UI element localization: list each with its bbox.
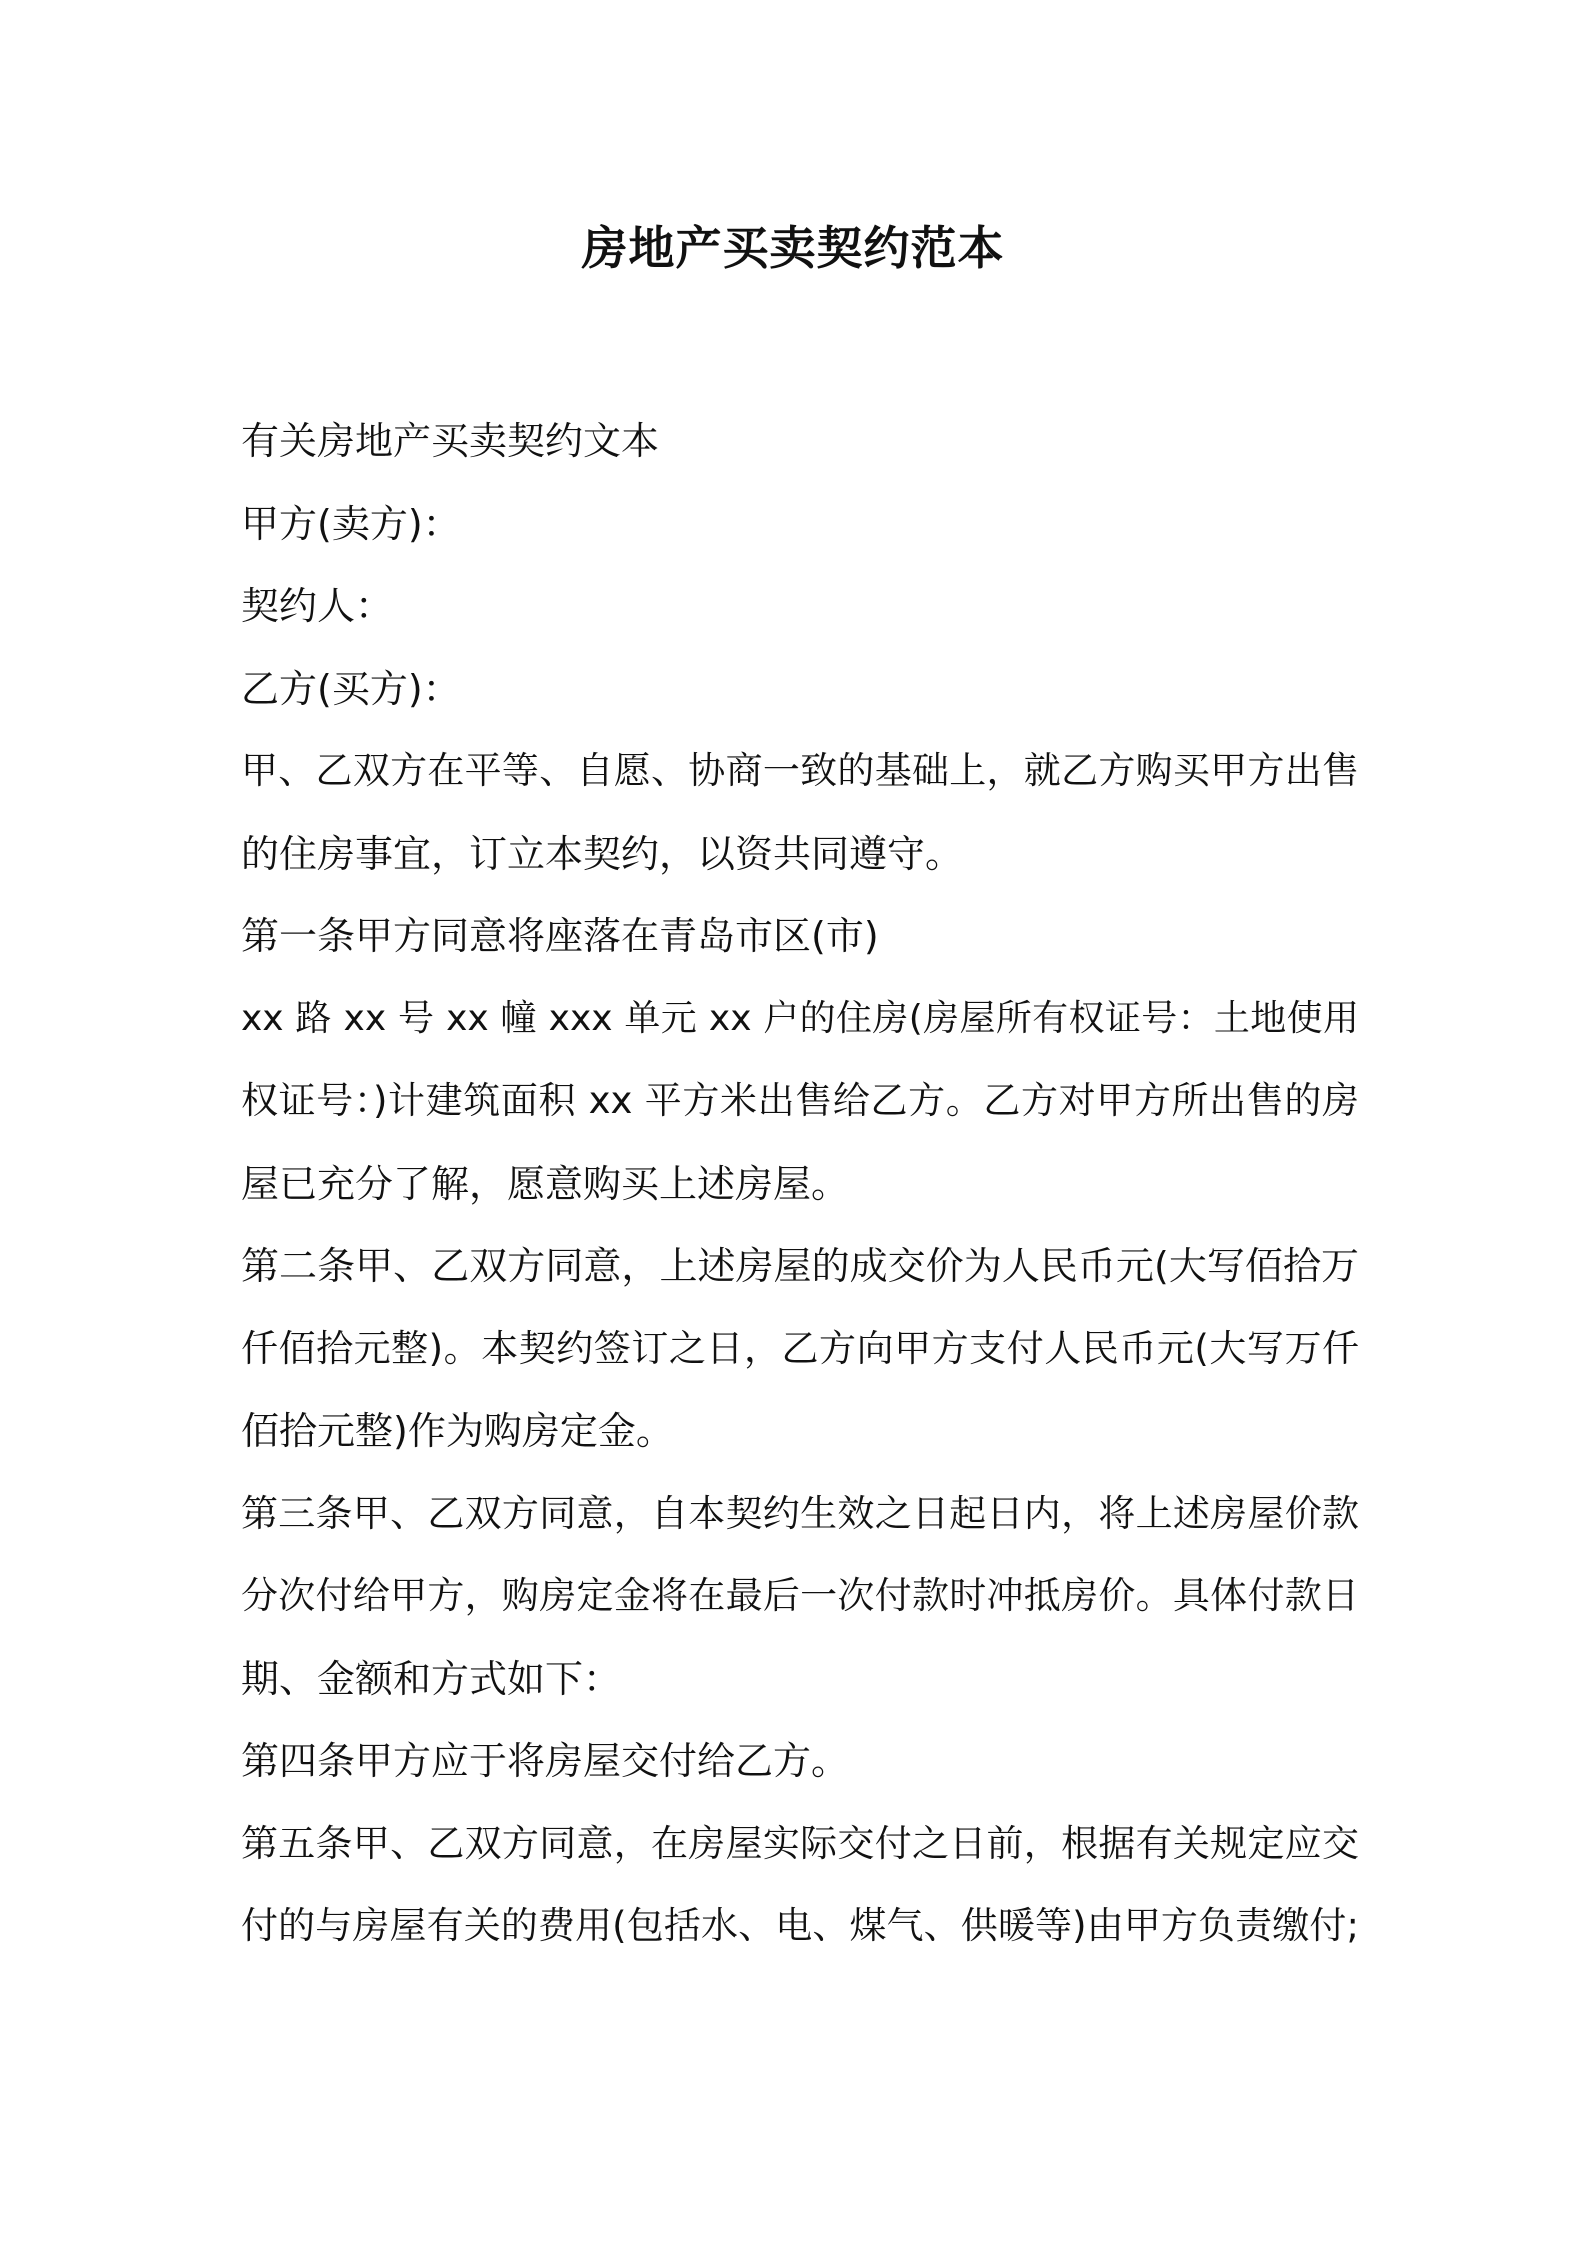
document-line: 甲方(卖方)： <box>241 501 461 546</box>
document-line: 契约人： <box>241 584 394 628</box>
document-line: 仟佰拾元整)。本契约签订之日，乙方向甲方支付人民币元(大写万仟 <box>241 1326 1359 1370</box>
document-line: 屋已充分了解，愿意购买上述房屋。 <box>241 1161 850 1206</box>
document-title: 房地产买卖契约范本 <box>581 221 1005 275</box>
document-line: 第五条甲、乙双方同意，在房屋实际交付之日前，根据有关规定应交 <box>241 1821 1359 1865</box>
document-line: 佰拾元整)作为购房定金。 <box>241 1409 674 1453</box>
document-line: 第四条甲方应于将房屋交付给乙方。 <box>241 1739 850 1783</box>
document-line: xx 路 xx 号 xx 幢 xxx 单元 xx 户的住房(房屋所有权证号：土地使用 <box>241 997 1359 1039</box>
document-line: 甲、乙双方在平等、自愿、协商一致的基础上，就乙方购买甲方出售 <box>241 749 1359 792</box>
document-line: 第一条甲方同意将座落在青岛市区(市) <box>241 914 879 958</box>
document-line: 分次付给甲方，购房定金将在最后一次付款时冲抵房价。具体付款日 <box>241 1574 1359 1617</box>
document-line: 付的与房屋有关的费用(包括水、电、煤气、供暖等)由甲方负责缴付; <box>241 1904 1359 1947</box>
document-line: 有关房地产买卖契约文本 <box>241 419 660 463</box>
document-body <box>241 400 1359 1968</box>
document-line: 乙方(买方)： <box>241 666 461 711</box>
document-line: 第二条甲、乙双方同意，上述房屋的成交价为人民币元(大写佰拾万 <box>241 1244 1359 1288</box>
document-line: 的住房事宜，订立本契约，以资共同遵守。 <box>241 831 964 876</box>
document-line: 期、金额和方式如下： <box>241 1656 622 1701</box>
document-line: 第三条甲、乙双方同意，自本契约生效之日起日内，将上述房屋价款 <box>241 1491 1359 1535</box>
document-line: 权证号：)计建筑面积 xx 平方米出售给乙方。乙方对甲方所出售的房 <box>241 1079 1359 1122</box>
